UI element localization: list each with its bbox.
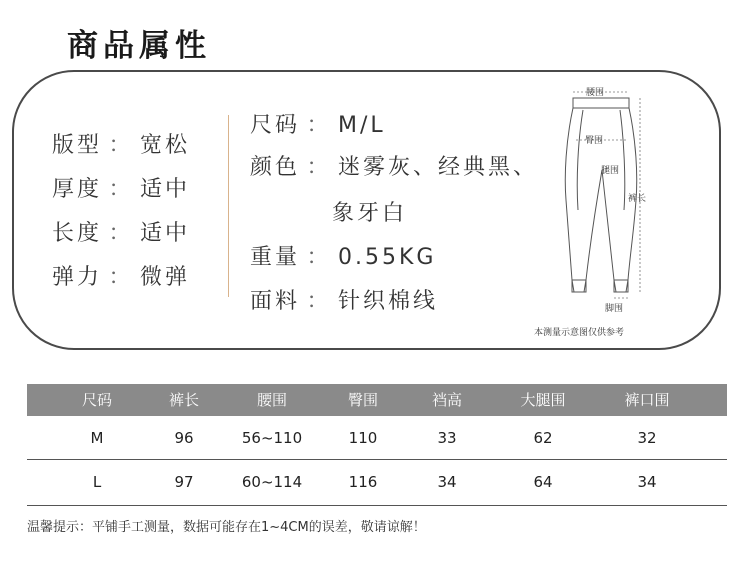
attr-key: 弹力 xyxy=(52,265,103,290)
attr-value: 宽松 xyxy=(140,133,191,158)
table-header-cell: 裆高 xyxy=(431,391,463,409)
attr-value: 象牙白 xyxy=(332,201,408,226)
table-cell: 56~110 xyxy=(241,429,303,447)
hem-label: 脚围 xyxy=(605,304,624,314)
column-divider xyxy=(228,115,229,297)
attr-row-stretch xyxy=(52,260,190,291)
table-cell: 62 xyxy=(533,429,553,447)
attr-separator: ： xyxy=(108,221,134,246)
waist-label: 腰围 xyxy=(586,88,605,98)
table-cell: 96 xyxy=(174,429,194,447)
table-cell: 32 xyxy=(637,429,657,447)
table-row xyxy=(27,460,727,504)
thigh-label: 腿围 xyxy=(601,166,620,176)
attr-row-length xyxy=(52,216,190,247)
attr-key: 尺码 xyxy=(250,113,301,138)
row-divider xyxy=(27,505,727,506)
table-row xyxy=(27,416,727,460)
attr-separator: ： xyxy=(306,289,332,314)
attr-key: 版型 xyxy=(52,133,103,158)
attr-value: 适中 xyxy=(140,177,191,202)
attr-row-color xyxy=(250,150,538,181)
attr-value: 微弹 xyxy=(140,265,191,290)
table-header-cell: 裤长 xyxy=(168,391,200,409)
pleat-line xyxy=(620,110,625,210)
attr-value: 针织棉线 xyxy=(338,289,439,314)
attr-row-weight xyxy=(250,240,436,271)
attr-row-color-cont xyxy=(332,196,407,227)
table-cell: 34 xyxy=(637,473,657,491)
attr-key: 厚度 xyxy=(52,177,103,202)
measurement-note: 温馨提示：平铺手工测量，数据可能存在1~4CM的误差，敬请谅解！ xyxy=(27,520,426,535)
table-cell: 116 xyxy=(348,473,378,491)
length-label: 裤长 xyxy=(628,194,647,204)
table-header-cell: 裤口围 xyxy=(624,391,670,409)
table-cell: L xyxy=(92,473,102,491)
attr-separator: ： xyxy=(108,177,134,202)
attr-value: 迷雾灰、经典黑、 xyxy=(338,155,539,180)
attr-value: M/L xyxy=(338,113,386,138)
attr-separator: ： xyxy=(306,113,332,138)
attr-row-thickness xyxy=(52,172,190,203)
waistband-shape xyxy=(573,98,629,108)
table-cell: 64 xyxy=(533,473,553,491)
hip-label: 臀围 xyxy=(585,136,604,146)
attr-row-fabric xyxy=(250,284,438,315)
attr-separator: ： xyxy=(108,133,134,158)
table-header-cell: 腰围 xyxy=(256,391,288,409)
table-cell: 97 xyxy=(174,473,194,491)
table-header-cell: 尺码 xyxy=(81,391,113,409)
attr-separator: ： xyxy=(108,265,134,290)
table-header-cell: 大腿围 xyxy=(520,391,566,409)
attr-key: 面料 xyxy=(250,289,301,314)
page-title: 商品属性 xyxy=(67,28,211,64)
attr-row-fit xyxy=(52,128,190,159)
attr-key: 重量 xyxy=(250,245,301,270)
attr-separator: ： xyxy=(306,245,332,270)
table-cell: 110 xyxy=(348,429,378,447)
pleat-line xyxy=(577,110,583,210)
table-cell: 60~114 xyxy=(241,473,303,491)
table-cell: 34 xyxy=(437,473,457,491)
attr-value: 适中 xyxy=(140,221,191,246)
pants-measurement-diagram xyxy=(534,80,678,342)
attr-key: 长度 xyxy=(52,221,103,246)
attr-key: 颜色 xyxy=(250,155,301,180)
attr-row-size xyxy=(250,108,386,139)
diagram-caption: 本测量示意图仅供参考 xyxy=(534,328,625,338)
table-header-cell: 臀围 xyxy=(347,391,379,409)
table-cell: M xyxy=(90,429,104,447)
attr-separator: ： xyxy=(306,155,332,180)
size-table-header xyxy=(27,384,727,416)
attr-value: 0.55KG xyxy=(338,245,437,270)
table-cell: 33 xyxy=(437,429,457,447)
